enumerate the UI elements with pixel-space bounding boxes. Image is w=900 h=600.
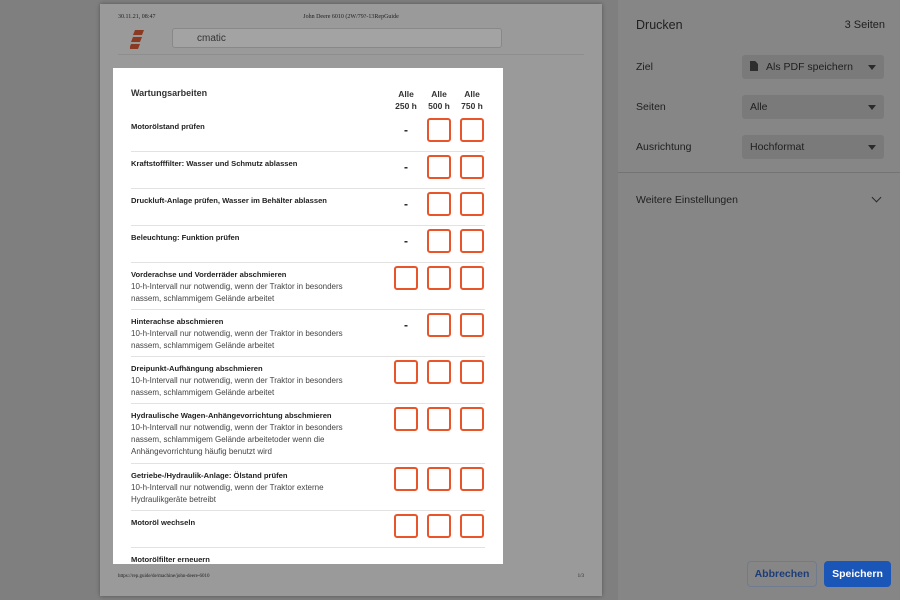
checkbox (460, 514, 484, 538)
checkbox (394, 467, 418, 491)
page-footer-url: https://rep.guide/de/machine/john-deere-6010 (118, 574, 210, 579)
checkbox (427, 467, 451, 491)
print-dialog (618, 0, 900, 600)
page-footer-number: 1/3 (577, 574, 584, 579)
column-header-750h (457, 88, 487, 112)
chevron-down-icon[interactable] (872, 193, 882, 203)
destination-select[interactable] (742, 55, 884, 79)
checkbox (394, 360, 418, 384)
column-header-top: Alle (464, 89, 480, 99)
preview-page (100, 4, 602, 596)
search-input: cmatic (172, 28, 502, 48)
pages-value: Alle (750, 101, 768, 113)
task-title: Beleuchtung: Funktion prüfen (131, 233, 240, 242)
page-footer (118, 574, 584, 584)
column-header-bottom: 250 h (395, 101, 417, 111)
orientation-select[interactable] (742, 135, 884, 159)
cancel-button[interactable]: Abbrechen (747, 561, 817, 587)
not-applicable-mark: - (404, 234, 408, 248)
table-row (131, 356, 485, 404)
table-row (131, 309, 485, 357)
chevron-down-icon (868, 105, 876, 110)
checkbox (460, 360, 484, 384)
checkbox (394, 407, 418, 431)
task-title: Getriebe-/Hydraulik-Anlage: Ölstand prüfen (131, 471, 288, 480)
table-row (131, 463, 485, 511)
pages-label: Seiten (636, 101, 666, 113)
save-button[interactable]: Speichern (824, 561, 891, 587)
more-settings-toggle[interactable]: Weitere Einstellungen (636, 194, 738, 206)
checkbox (460, 155, 484, 179)
table-title: Wartungsarbeiten (131, 88, 208, 98)
not-applicable-mark: - (404, 123, 408, 137)
orientation-value: Hochformat (750, 141, 805, 153)
column-header-bottom: 500 h (428, 101, 450, 111)
checkbox (460, 192, 484, 216)
maintenance-table (113, 68, 503, 564)
not-applicable-mark: - (404, 197, 408, 211)
checkbox (460, 407, 484, 431)
checkbox (394, 266, 418, 290)
checkbox (460, 266, 484, 290)
checkbox (427, 407, 451, 431)
chevron-down-icon (868, 65, 876, 70)
checkbox (460, 118, 484, 142)
checkbox (460, 229, 484, 253)
table-row (131, 510, 485, 548)
task-note: 10-h-Intervall nur notwendig, wenn der Traktor in besonders nassem, schlammigem Gelände arbeitet (131, 376, 343, 397)
destination-label: Ziel (636, 61, 653, 73)
checkbox (460, 467, 484, 491)
checkbox (394, 514, 418, 538)
divider (618, 172, 900, 173)
not-applicable-mark: - (404, 160, 408, 174)
table-row (131, 151, 485, 189)
checkbox (427, 514, 451, 538)
table-row (131, 262, 485, 310)
column-header-top: Alle (398, 89, 414, 99)
dialog-title: Drucken (636, 18, 683, 32)
destination-value: Als PDF speichern (766, 61, 853, 73)
chevron-down-icon (868, 145, 876, 150)
column-header-bottom: 750 h (461, 101, 483, 111)
checkbox (460, 313, 484, 337)
page-count: 3 Seiten (844, 19, 885, 31)
table-row (131, 547, 485, 564)
table-row (131, 225, 485, 263)
not-applicable-mark: - (404, 318, 408, 332)
task-title: Hydraulische Wagen-Anhängevorrichtung abschmieren (131, 411, 332, 420)
checkbox (427, 192, 451, 216)
task-note: 10-h-Intervall nur notwendig, wenn der Traktor in besonders nassem, schlammigem Gelände arbeitet (131, 282, 343, 303)
task-title: Motoröl wechseln (131, 518, 196, 527)
task-title: Druckluft-Anlage prüfen, Wasser im Behälter ablassen (131, 196, 327, 205)
column-header-top: Alle (431, 89, 447, 99)
task-title: Kraftstofffilter: Wasser und Schmutz ablassen (131, 159, 298, 168)
checkbox (427, 155, 451, 179)
page-header-datetime: 30.11.21, 08:47 (118, 14, 156, 20)
task-note: 10-h-Intervall nur notwendig, wenn der Traktor in besonders nassem, schlammigem Gelände arbeitetoder wenn die Anhängevorrichtung häufig benutzt wird (131, 423, 343, 456)
column-header-250h (391, 88, 421, 112)
task-note: 10-h-Intervall nur notwendig, wenn der Traktor in besonders nassem, schlammigem Gelände arbeitet (131, 329, 343, 350)
checkbox (427, 360, 451, 384)
page-header (118, 14, 584, 24)
orientation-label: Ausrichtung (636, 141, 692, 153)
task-title: Vorderachse und Vorderräder abschmieren (131, 270, 287, 279)
table-row (131, 188, 485, 226)
checkbox (427, 118, 451, 142)
task-title: Hinterachse abschmieren (131, 317, 224, 326)
pages-select[interactable] (742, 95, 884, 119)
file-icon (750, 61, 758, 71)
checkbox (427, 229, 451, 253)
task-title: Motorölfilter erneuern (131, 555, 210, 564)
brand-logo-icon (130, 30, 144, 50)
table-row (131, 114, 485, 152)
checkbox (427, 266, 451, 290)
page-header-title: John Deere 6010 (2W/79?-13RepGuide (303, 14, 399, 20)
checkbox (427, 313, 451, 337)
task-note: 10-h-Intervall nur notwendig, wenn der Traktor externe Hydraulikgeräte betreibt (131, 483, 324, 504)
task-title: Dreipunkt-Aufhängung abschmieren (131, 364, 263, 373)
column-header-500h (424, 88, 454, 112)
task-title: Motorölstand prüfen (131, 122, 205, 131)
table-row (131, 403, 485, 464)
site-header (118, 26, 584, 55)
